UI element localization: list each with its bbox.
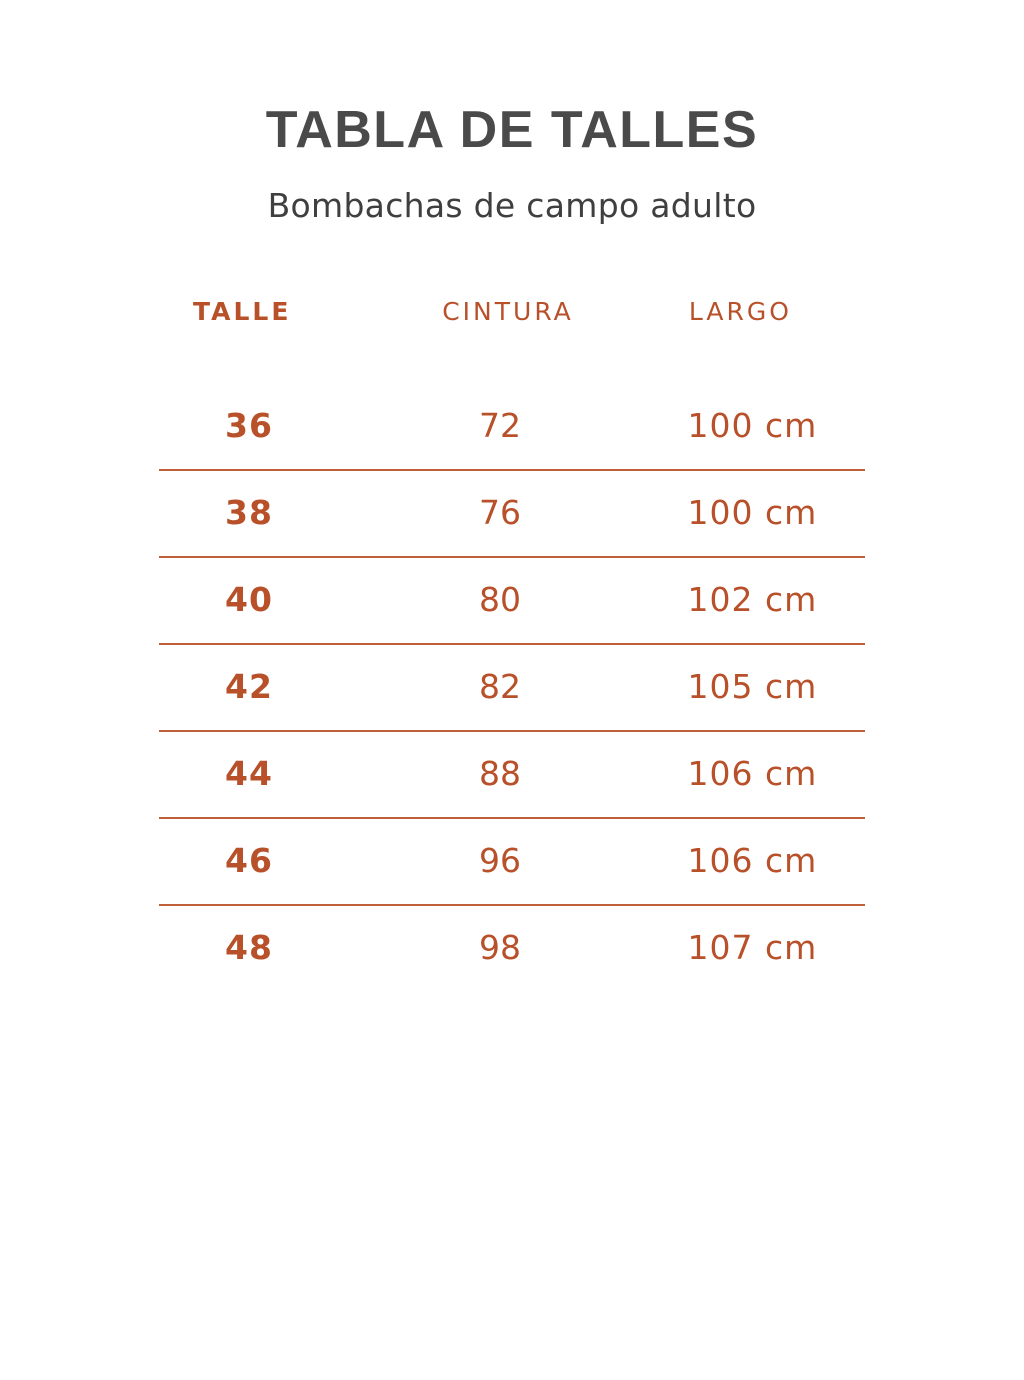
column-header-largo: LARGO bbox=[688, 297, 792, 326]
cell-largo: 102 cm bbox=[616, 557, 865, 644]
table-row bbox=[159, 384, 865, 470]
column-header-cintura: CINTURA bbox=[442, 297, 574, 326]
cell-talle: 38 bbox=[159, 470, 400, 557]
table-row bbox=[159, 557, 865, 644]
cell-largo: 106 cm bbox=[616, 818, 865, 905]
cell-largo: 100 cm bbox=[616, 384, 865, 470]
table-row bbox=[159, 905, 865, 991]
size-table bbox=[159, 297, 865, 991]
cell-talle: 40 bbox=[159, 557, 400, 644]
table-header-row bbox=[159, 297, 865, 384]
table-row bbox=[159, 470, 865, 557]
table-row bbox=[159, 818, 865, 905]
cell-talle: 48 bbox=[225, 928, 273, 967]
cell-talle: 44 bbox=[159, 731, 400, 818]
table-body bbox=[159, 384, 865, 991]
cell-cintura: 72 bbox=[400, 384, 616, 470]
cell-cintura: 76 bbox=[400, 470, 616, 557]
size-table-container bbox=[159, 297, 865, 991]
cell-cintura: 80 bbox=[400, 557, 616, 644]
cell-talle: 36 bbox=[159, 384, 400, 470]
column-header-talle: TALLE bbox=[193, 297, 292, 326]
table-header bbox=[159, 297, 865, 384]
cell-cintura: 88 bbox=[400, 731, 616, 818]
size-chart-page bbox=[0, 100, 1024, 1380]
cell-cintura: 96 bbox=[400, 818, 616, 905]
cell-cintura: 98 bbox=[479, 928, 521, 967]
page-subtitle: Bombachas de campo adulto bbox=[267, 186, 757, 225]
table-row bbox=[159, 731, 865, 818]
cell-cintura: 82 bbox=[400, 644, 616, 731]
cell-largo: 106 cm bbox=[616, 731, 865, 818]
cell-largo: 107 cm bbox=[687, 928, 818, 967]
cell-largo: 105 cm bbox=[616, 644, 865, 731]
page-title: TABLA DE TALLES bbox=[265, 101, 759, 159]
table-row bbox=[159, 644, 865, 731]
cell-talle: 42 bbox=[159, 644, 400, 731]
cell-largo: 100 cm bbox=[616, 470, 865, 557]
cell-talle: 46 bbox=[159, 818, 400, 905]
